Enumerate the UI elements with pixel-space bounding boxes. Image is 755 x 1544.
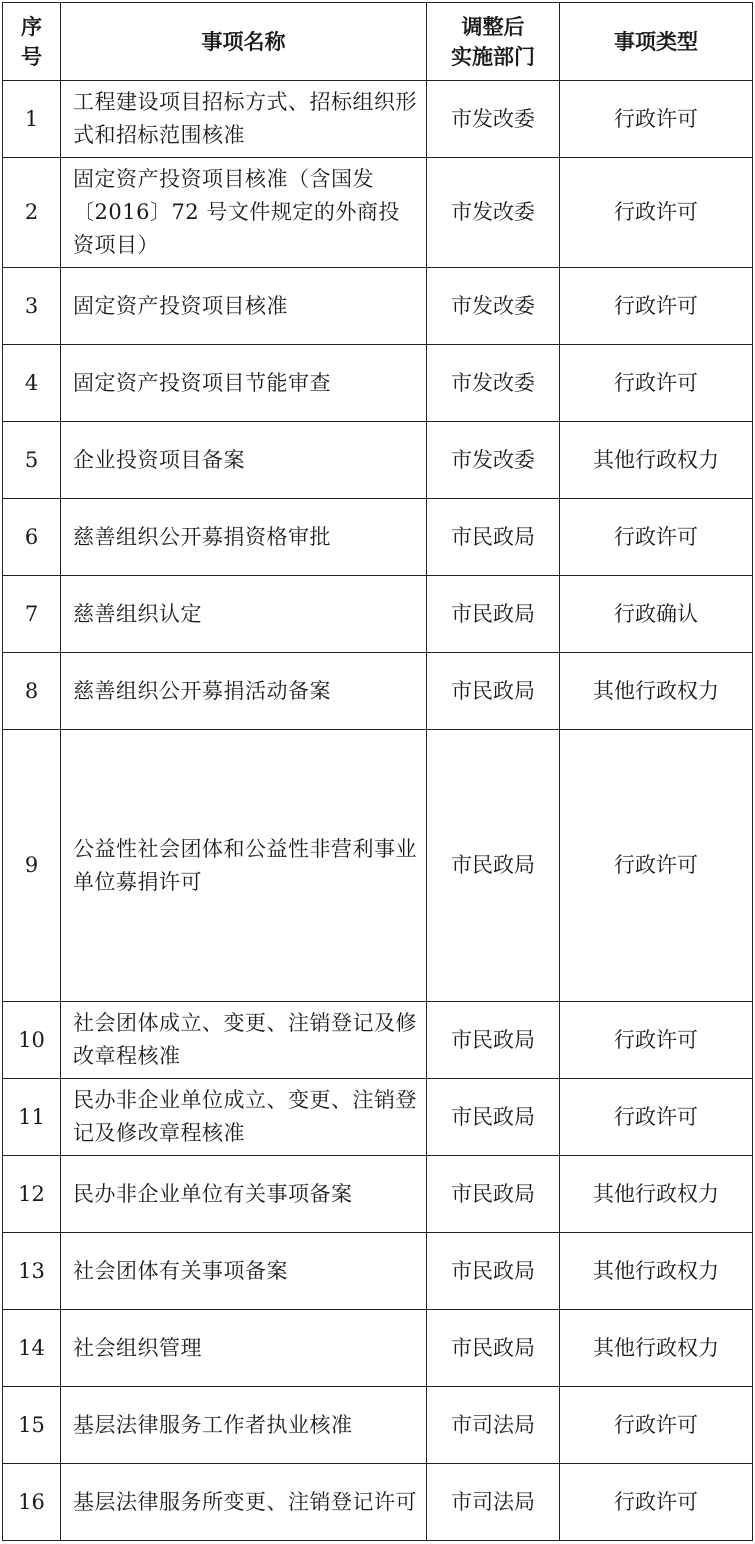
row-type: 行政许可: [560, 1002, 753, 1079]
row-index: 14: [3, 1310, 61, 1387]
header-dept-line2: 实施部门: [451, 44, 535, 69]
row-type: 其他行政权力: [560, 1156, 753, 1233]
row-dept: 市发改委: [427, 268, 560, 345]
row-dept: 市发改委: [427, 345, 560, 422]
table-row: [3, 1233, 753, 1310]
row-index: 13: [3, 1233, 61, 1310]
row-dept: 市民政局: [427, 1233, 560, 1310]
table-row: [3, 499, 753, 576]
row-dept: 市民政局: [427, 1079, 560, 1156]
row-type: 行政许可: [560, 1387, 753, 1464]
table-row: [3, 576, 753, 653]
row-index: 5: [3, 422, 61, 499]
row-index: 15: [3, 1387, 61, 1464]
row-name: 社会团体有关事项备案: [61, 1233, 427, 1310]
row-type: 行政许可: [560, 499, 753, 576]
row-dept: 市司法局: [427, 1387, 560, 1464]
row-name: 民办非企业单位有关事项备案: [61, 1156, 427, 1233]
row-index: 6: [3, 499, 61, 576]
row-name: 社会团体成立、变更、注销登记及修改章程核准: [61, 1002, 427, 1079]
row-type: 行政许可: [560, 158, 753, 268]
row-type: 行政确认: [560, 576, 753, 653]
row-name: 基层法律服务所变更、注销登记许可: [61, 1464, 427, 1541]
row-name: 固定资产投资项目节能审查: [61, 345, 427, 422]
row-name: 工程建设项目招标方式、招标组织形式和招标范围核准: [61, 81, 427, 158]
row-index: 12: [3, 1156, 61, 1233]
row-name: 固定资产投资项目核准: [61, 268, 427, 345]
row-index: 10: [3, 1002, 61, 1079]
table-row: [3, 422, 753, 499]
row-type: 行政许可: [560, 1079, 753, 1156]
row-type: 行政许可: [560, 268, 753, 345]
row-index: 9: [3, 730, 61, 1002]
row-name: 公益性社会团体和公益性非营利事业单位募捐许可: [61, 730, 427, 1002]
row-type: 行政许可: [560, 345, 753, 422]
row-index: 11: [3, 1079, 61, 1156]
row-dept: 市民政局: [427, 576, 560, 653]
row-type: 行政许可: [560, 1464, 753, 1541]
header-index: [3, 3, 61, 81]
row-name: 社会组织管理: [61, 1310, 427, 1387]
row-index: 7: [3, 576, 61, 653]
row-name: 固定资产投资项目核准（含国发〔2016〕72 号文件规定的外商投资项目）: [61, 158, 427, 268]
row-type: 行政许可: [560, 81, 753, 158]
table-row: [3, 1079, 753, 1156]
row-dept: 市民政局: [427, 1310, 560, 1387]
header-dept-line1: 调整后: [461, 14, 525, 39]
table-row: [3, 730, 753, 1002]
header-dept: [427, 3, 560, 81]
table-row: [3, 1387, 753, 1464]
table-row: [3, 268, 753, 345]
row-name: 慈善组织公开募捐活动备案: [61, 653, 427, 730]
row-name: 企业投资项目备案: [61, 422, 427, 499]
row-index: 16: [3, 1464, 61, 1541]
row-type: 其他行政权力: [560, 653, 753, 730]
header-index-line1: 序: [21, 14, 42, 39]
row-index: 1: [3, 81, 61, 158]
row-index: 8: [3, 653, 61, 730]
row-dept: 市民政局: [427, 1156, 560, 1233]
header-row: [3, 3, 753, 81]
row-dept: 市民政局: [427, 1002, 560, 1079]
header-index-line2: 号: [21, 44, 42, 69]
row-dept: 市民政局: [427, 653, 560, 730]
table-row: [3, 1464, 753, 1541]
row-type: 其他行政权力: [560, 422, 753, 499]
row-type: 其他行政权力: [560, 1233, 753, 1310]
row-name: 基层法律服务工作者执业核准: [61, 1387, 427, 1464]
table-row: [3, 653, 753, 730]
row-index: 4: [3, 345, 61, 422]
row-index: 3: [3, 268, 61, 345]
header-name: 事项名称: [61, 3, 427, 81]
table-row: [3, 1156, 753, 1233]
row-dept: 市发改委: [427, 81, 560, 158]
row-dept: 市发改委: [427, 158, 560, 268]
row-dept: 市发改委: [427, 422, 560, 499]
table-row: [3, 1310, 753, 1387]
row-name: 民办非企业单位成立、变更、注销登记及修改章程核准: [61, 1079, 427, 1156]
row-name: 慈善组织认定: [61, 576, 427, 653]
table-row: [3, 1002, 753, 1079]
row-dept: 市民政局: [427, 730, 560, 1002]
matters-table: [2, 2, 753, 1541]
table-row: [3, 345, 753, 422]
table-row: [3, 158, 753, 268]
row-index: 2: [3, 158, 61, 268]
header-type: 事项类型: [560, 3, 753, 81]
row-name: 慈善组织公开募捐资格审批: [61, 499, 427, 576]
table-row: [3, 81, 753, 158]
row-dept: 市司法局: [427, 1464, 560, 1541]
row-dept: 市民政局: [427, 499, 560, 576]
row-type: 其他行政权力: [560, 1310, 753, 1387]
row-type: 行政许可: [560, 730, 753, 1002]
